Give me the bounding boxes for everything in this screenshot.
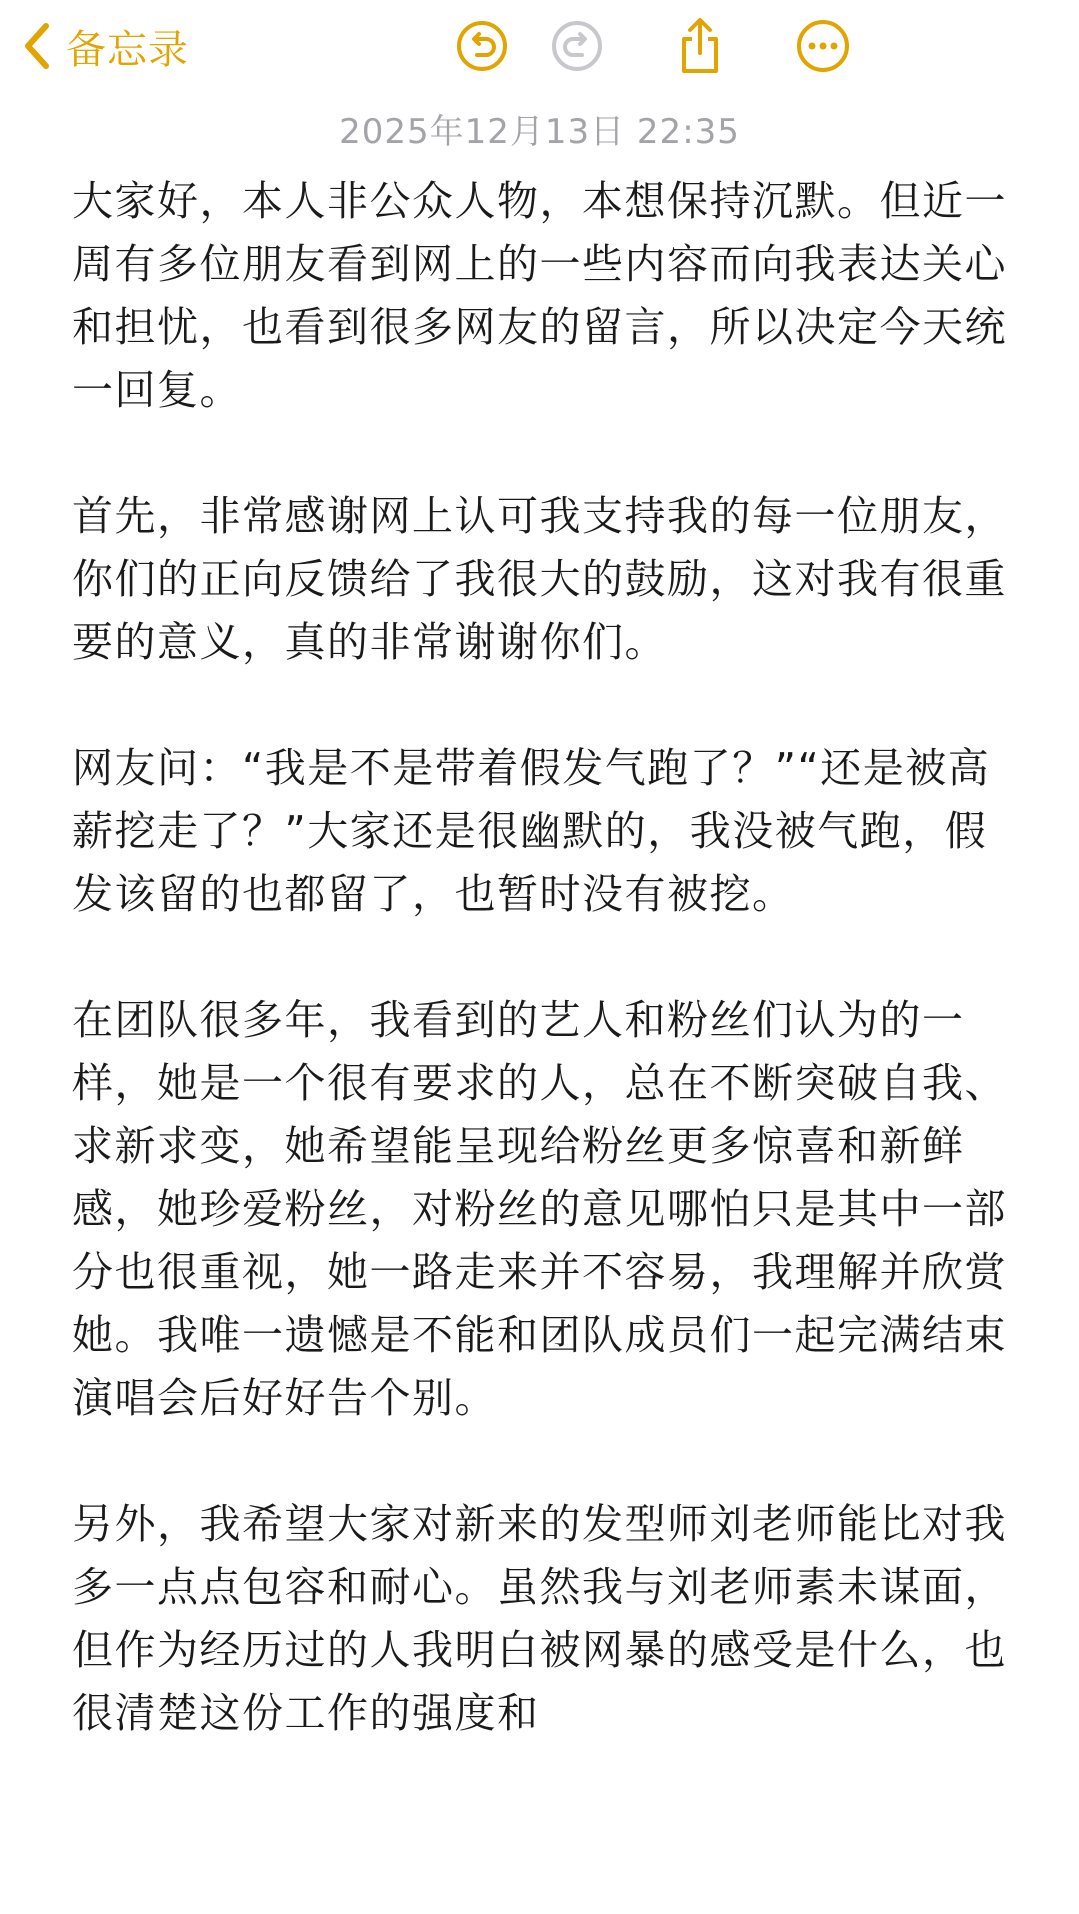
more-icon [795, 18, 851, 74]
note-paragraph: 另外，我希望大家对新来的发型师刘老师能比对我多一点点包容和耐心。虽然我与刘老师素未谋面，但作为经历过的人我明白被网暴的感受是什么，也很清楚这份工作的强度和 [72, 1500, 1007, 1737]
note-paragraph: 网友问：“我是不是带着假发气跑了？”“还是被高薪挖走了？”大家还是很幽默的，我没被气跑，假发该留的也都留了，也暂时没有被挖。 [72, 744, 991, 918]
redo-icon [550, 19, 604, 73]
share-button[interactable] [670, 16, 730, 76]
undo-icon [455, 19, 509, 73]
note-body[interactable] [72, 170, 1012, 1745]
share-icon [675, 17, 725, 75]
note-paragraph: 大家好，本人非公众人物，本想保持沉默。但近一周有多位朋友看到网上的一些内容而向我表达关心和担忧，也看到很多网友的留言，所以决定今天统一回复。 [72, 177, 1007, 414]
note-date: 2025年12月13日 22:35 [339, 112, 740, 152]
note-paragraph: 首先，非常感谢网上认可我支持我的每一位朋友，你们的正向反馈给了我很大的鼓励，这对我有很重要的意义，真的非常谢谢你们。 [72, 492, 1007, 666]
chevron-left-icon [22, 22, 52, 70]
note-paragraph: 在团队很多年，我看到的艺人和粉丝们认为的一样，她是一个很有要求的人，总在不断突破自我、求新求变，她希望能呈现给粉丝更多惊喜和新鲜感，她珍爱粉丝，对粉丝的意见哪怕只是其中一部分也很重视，她一路走来并不容易，我理解并欣赏她。我唯一遗憾是不能和团队成员们一起完满结束演唱会后好好告个别。 [72, 996, 1007, 1422]
back-button[interactable] [22, 18, 189, 74]
undo-button[interactable] [452, 16, 512, 76]
redo-button[interactable] [547, 16, 607, 76]
back-label: 备忘录 [66, 26, 189, 73]
more-button[interactable] [793, 16, 853, 76]
navigation-bar [0, 0, 1079, 100]
